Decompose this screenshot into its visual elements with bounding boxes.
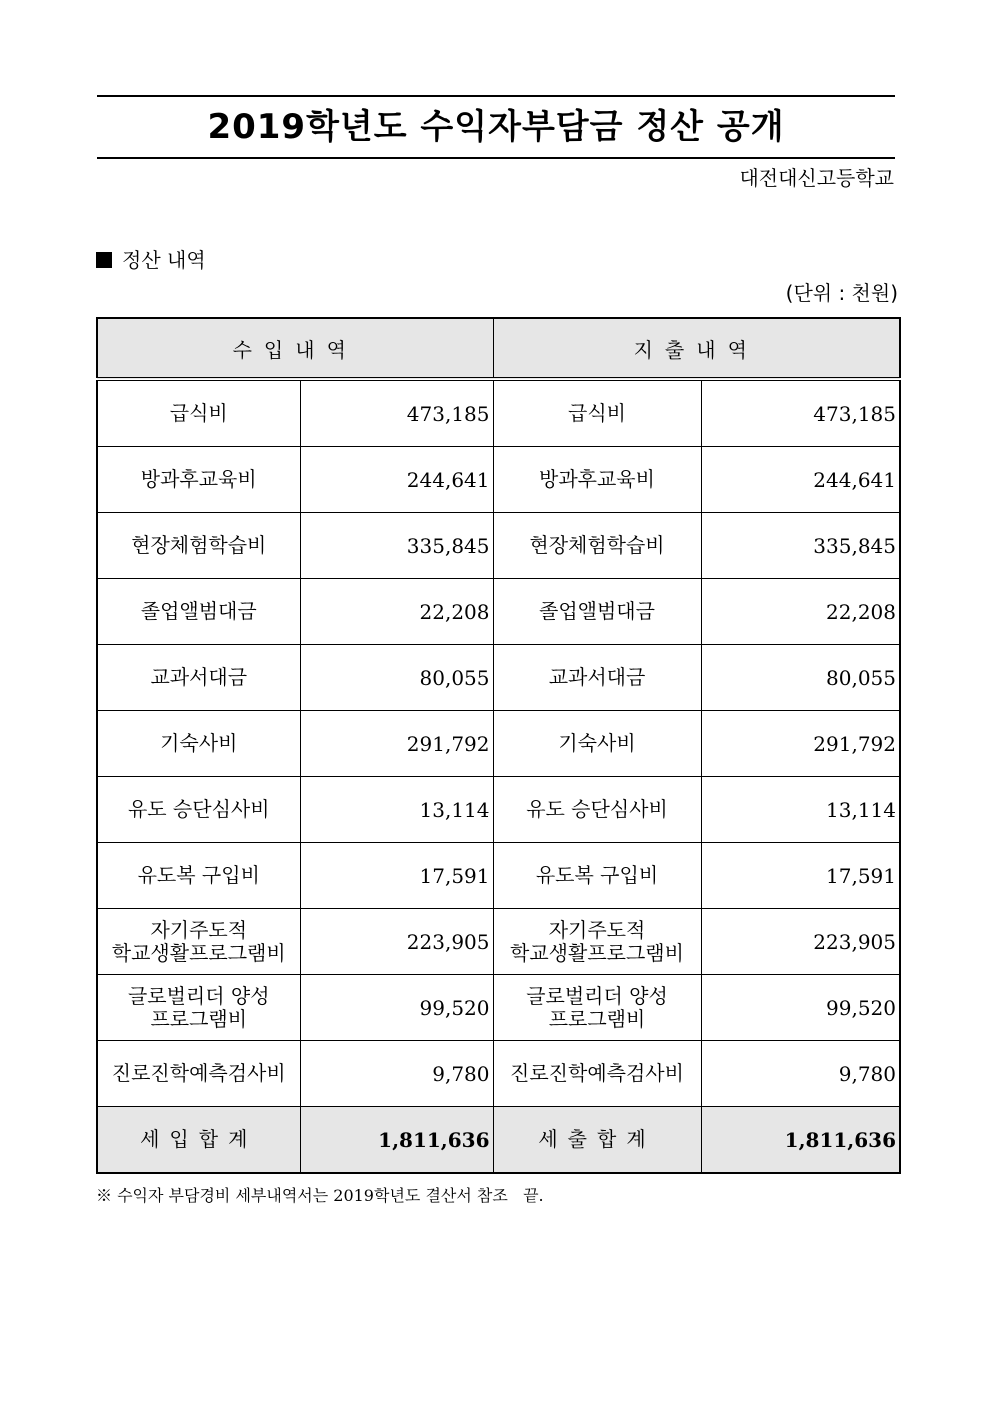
income-item-amount: 335,845 — [300, 513, 493, 579]
expense-total-label: 세출합계 — [493, 1107, 701, 1174]
income-item-label: 글로벌리더 양성 프로그램비 — [97, 975, 300, 1041]
expense-item-label: 기숙사비 — [493, 711, 701, 777]
expense-item-amount: 291,792 — [701, 711, 900, 777]
expense-item-amount: 13,114 — [701, 777, 900, 843]
income-item-amount: 22,208 — [300, 579, 493, 645]
income-item-amount: 99,520 — [300, 975, 493, 1041]
table-row — [97, 975, 900, 1041]
income-item-label: 졸업앨범대금 — [97, 579, 300, 645]
income-item-amount: 473,185 — [300, 379, 493, 447]
income-item-amount: 80,055 — [300, 645, 493, 711]
expense-item-amount: 9,780 — [701, 1041, 900, 1107]
table-row — [97, 1041, 900, 1107]
table-row — [97, 379, 900, 447]
income-item-label: 진로진학예측검사비 — [97, 1041, 300, 1107]
black-square-icon — [96, 252, 112, 268]
expense-item-label: 유도복 구입비 — [493, 843, 701, 909]
table-row — [97, 909, 900, 975]
expense-item-amount: 223,905 — [701, 909, 900, 975]
title-rule-bottom — [97, 157, 895, 159]
table-row — [97, 777, 900, 843]
expense-item-amount: 99,520 — [701, 975, 900, 1041]
expense-item-amount: 80,055 — [701, 645, 900, 711]
table-body — [97, 379, 900, 1173]
income-item-label: 교과서대금 — [97, 645, 300, 711]
income-item-amount: 223,905 — [300, 909, 493, 975]
expense-item-label: 진로진학예측검사비 — [493, 1041, 701, 1107]
total-row — [97, 1107, 900, 1174]
expense-item-amount: 244,641 — [701, 447, 900, 513]
expense-header: 지출내역 — [493, 318, 900, 379]
income-header: 수입내역 — [97, 318, 493, 379]
expense-item-label: 교과서대금 — [493, 645, 701, 711]
income-item-label: 방과후교육비 — [97, 447, 300, 513]
table-row — [97, 447, 900, 513]
footnote: ※ 수익자 부담경비 세부내역서는 2019학년도 결산서 참조 끝. — [96, 1186, 544, 1205]
document-title: 2019학년도 수익자부담금 정산 공개 — [207, 107, 785, 147]
income-item-amount: 13,114 — [300, 777, 493, 843]
income-item-amount: 9,780 — [300, 1041, 493, 1107]
expense-item-label: 유도 승단심사비 — [493, 777, 701, 843]
expense-item-label: 자기주도적 학교생활프로그램비 — [493, 909, 701, 975]
expense-item-label: 급식비 — [493, 379, 701, 447]
table-row — [97, 513, 900, 579]
table-row — [97, 711, 900, 777]
table-header-row — [97, 318, 900, 379]
income-item-label: 자기주도적 학교생활프로그램비 — [97, 909, 300, 975]
expense-item-amount: 17,591 — [701, 843, 900, 909]
income-item-label: 기숙사비 — [97, 711, 300, 777]
section-heading — [96, 246, 206, 274]
school-name: 대전대신고등학교 — [739, 166, 894, 190]
table-row — [97, 645, 900, 711]
income-item-amount: 291,792 — [300, 711, 493, 777]
income-item-label: 유도 승단심사비 — [97, 777, 300, 843]
section-heading-label: 정산 내역 — [122, 248, 206, 272]
expense-total-amount: 1,811,636 — [701, 1107, 900, 1174]
expense-item-label: 졸업앨범대금 — [493, 579, 701, 645]
expense-item-amount: 335,845 — [701, 513, 900, 579]
table-row — [97, 579, 900, 645]
expense-item-label: 글로벌리더 양성 프로그램비 — [493, 975, 701, 1041]
income-item-amount: 244,641 — [300, 447, 493, 513]
title-rule-top — [97, 95, 895, 97]
income-item-amount: 17,591 — [300, 843, 493, 909]
expense-item-amount: 473,185 — [701, 379, 900, 447]
expense-item-label: 방과후교육비 — [493, 447, 701, 513]
income-item-label: 급식비 — [97, 379, 300, 447]
income-total-amount: 1,811,636 — [300, 1107, 493, 1174]
unit-label: (단위 : 천원) — [785, 281, 898, 305]
income-item-label: 유도복 구입비 — [97, 843, 300, 909]
income-total-label: 세입합계 — [97, 1107, 300, 1174]
settlement-table — [96, 317, 901, 1174]
income-item-label: 현장체험학습비 — [97, 513, 300, 579]
expense-item-label: 현장체험학습비 — [493, 513, 701, 579]
expense-item-amount: 22,208 — [701, 579, 900, 645]
table-row — [97, 843, 900, 909]
